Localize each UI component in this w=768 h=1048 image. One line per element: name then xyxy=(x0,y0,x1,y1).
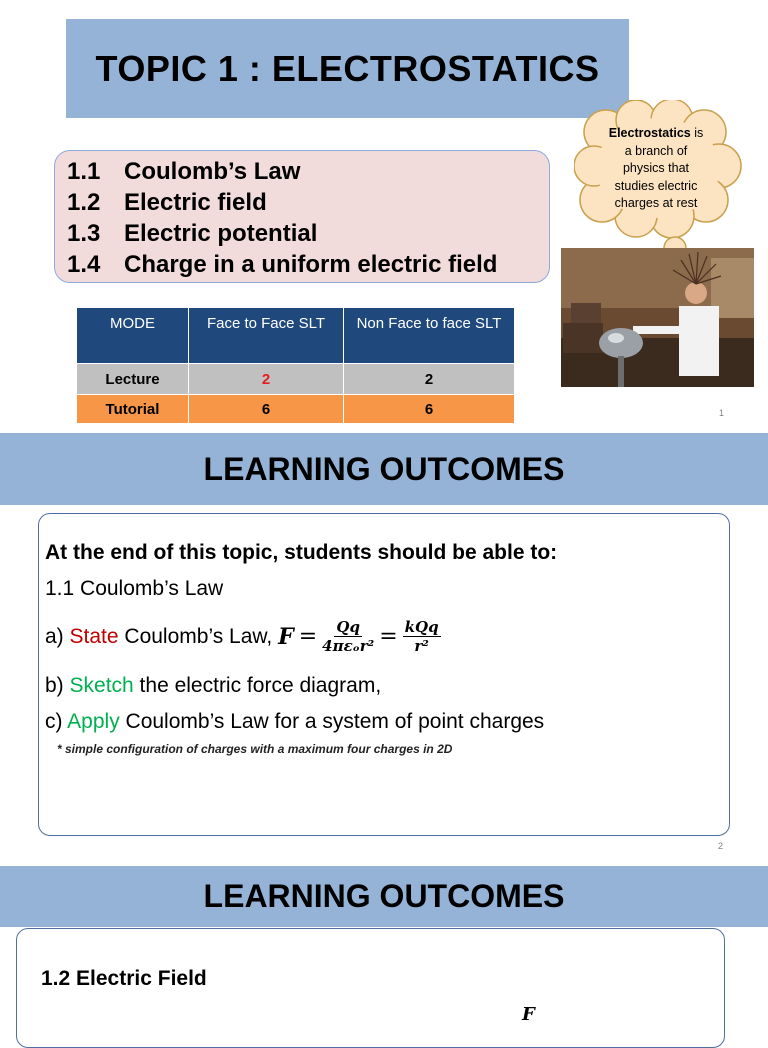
outcome-c xyxy=(45,704,544,740)
formula-equals: = xyxy=(379,623,398,649)
outcomes-intro xyxy=(45,535,557,571)
verb-apply: Apply xyxy=(67,710,120,733)
cloud-bold-term: Electrostatics xyxy=(608,126,691,140)
subtopic-list xyxy=(54,150,550,283)
subtopic-label: Electric potential xyxy=(124,220,318,247)
subtopic-item xyxy=(67,249,549,280)
outcome-prefix: b) xyxy=(45,674,70,697)
section-heading xyxy=(41,961,207,997)
page-number: 1 xyxy=(719,408,725,418)
header-non-face-to-face: Non Face to face SLT xyxy=(344,308,515,364)
subtopic-number: 1.3 xyxy=(67,220,101,247)
subtopic-number: 1.2 xyxy=(67,189,101,216)
outcome-text: Coulomb’s Law for a system of point charges xyxy=(119,710,545,733)
cloud-line-2: a branch of xyxy=(624,143,688,158)
verb-sketch: Sketch xyxy=(69,674,134,697)
outcome-prefix: a) xyxy=(45,624,70,648)
subtopic-item xyxy=(67,218,549,249)
banner-title: LEARNING OUTCOMES xyxy=(203,450,565,487)
table-header-row xyxy=(77,308,515,364)
outcome-text: Coulomb’s Law, xyxy=(118,624,279,648)
cell-f2f: 6 xyxy=(189,395,344,424)
header-mode: MODE xyxy=(77,308,189,364)
learning-outcomes-banner xyxy=(0,433,768,505)
section-text: 1.2 Electric Field xyxy=(41,967,207,990)
table-row xyxy=(77,364,515,395)
outcome-text: the electric force diagram, xyxy=(133,674,382,697)
cloud-definition xyxy=(596,125,716,213)
vector-symbol: F xyxy=(522,1004,535,1025)
subtopic-number: 1.4 xyxy=(67,251,101,278)
fraction-denominator: 4πεₒr² xyxy=(322,637,375,655)
formula-fraction-1 xyxy=(322,618,374,655)
banner-title: LEARNING OUTCOMES xyxy=(203,878,565,914)
cloud-line-5: charges at rest xyxy=(614,196,698,210)
subtopic-label: Electric field xyxy=(124,189,267,216)
formula-force: F xyxy=(278,623,294,650)
slt-mode-table xyxy=(76,307,515,424)
cell-mode: Tutorial xyxy=(77,395,189,424)
cloud-line-4: studies electric xyxy=(614,178,698,193)
subtopic-item xyxy=(67,156,549,187)
formula-fraction-2 xyxy=(403,618,441,655)
cell-mode: Lecture xyxy=(77,364,189,395)
cell-f2f: 2 xyxy=(189,364,344,395)
fraction-numerator: Qq xyxy=(336,618,360,636)
header-face-to-face: Face to Face SLT xyxy=(189,308,344,364)
cloud-line-1: is xyxy=(690,126,704,140)
outcome-a xyxy=(45,618,441,655)
table-row xyxy=(77,395,515,424)
cloud-line-3: physics that xyxy=(622,161,689,175)
cell-nf2f: 2 xyxy=(344,364,515,395)
outcome-b xyxy=(45,668,381,704)
page-number: 2 xyxy=(718,841,724,851)
footnote: * simple configuration of charges with a maximum four charges in 2D xyxy=(57,742,453,756)
fraction-numerator: kQq xyxy=(404,618,439,636)
outcome-prefix: c) xyxy=(45,710,68,733)
topic-title: TOPIC 1 : ELECTROSTATICS xyxy=(95,47,600,89)
intro-text: At the end of this topic, students should be able to: xyxy=(45,541,558,564)
verb-state: State xyxy=(69,624,119,648)
subtopic-label: Charge in a uniform electric field xyxy=(124,251,498,278)
formula-equals: = xyxy=(298,623,318,649)
van-de-graaff-photo xyxy=(561,248,754,387)
learning-outcomes-banner xyxy=(0,866,768,927)
topic-title-banner xyxy=(66,19,629,118)
section-heading: 1.1 Coulomb’s Law xyxy=(45,577,224,600)
cell-nf2f: 6 xyxy=(344,395,515,424)
subtopic-number: 1.1 xyxy=(67,158,101,185)
fraction-denominator: r² xyxy=(414,637,429,655)
subtopic-label: Coulomb’s Law xyxy=(124,158,301,185)
subtopic-item xyxy=(67,187,549,218)
